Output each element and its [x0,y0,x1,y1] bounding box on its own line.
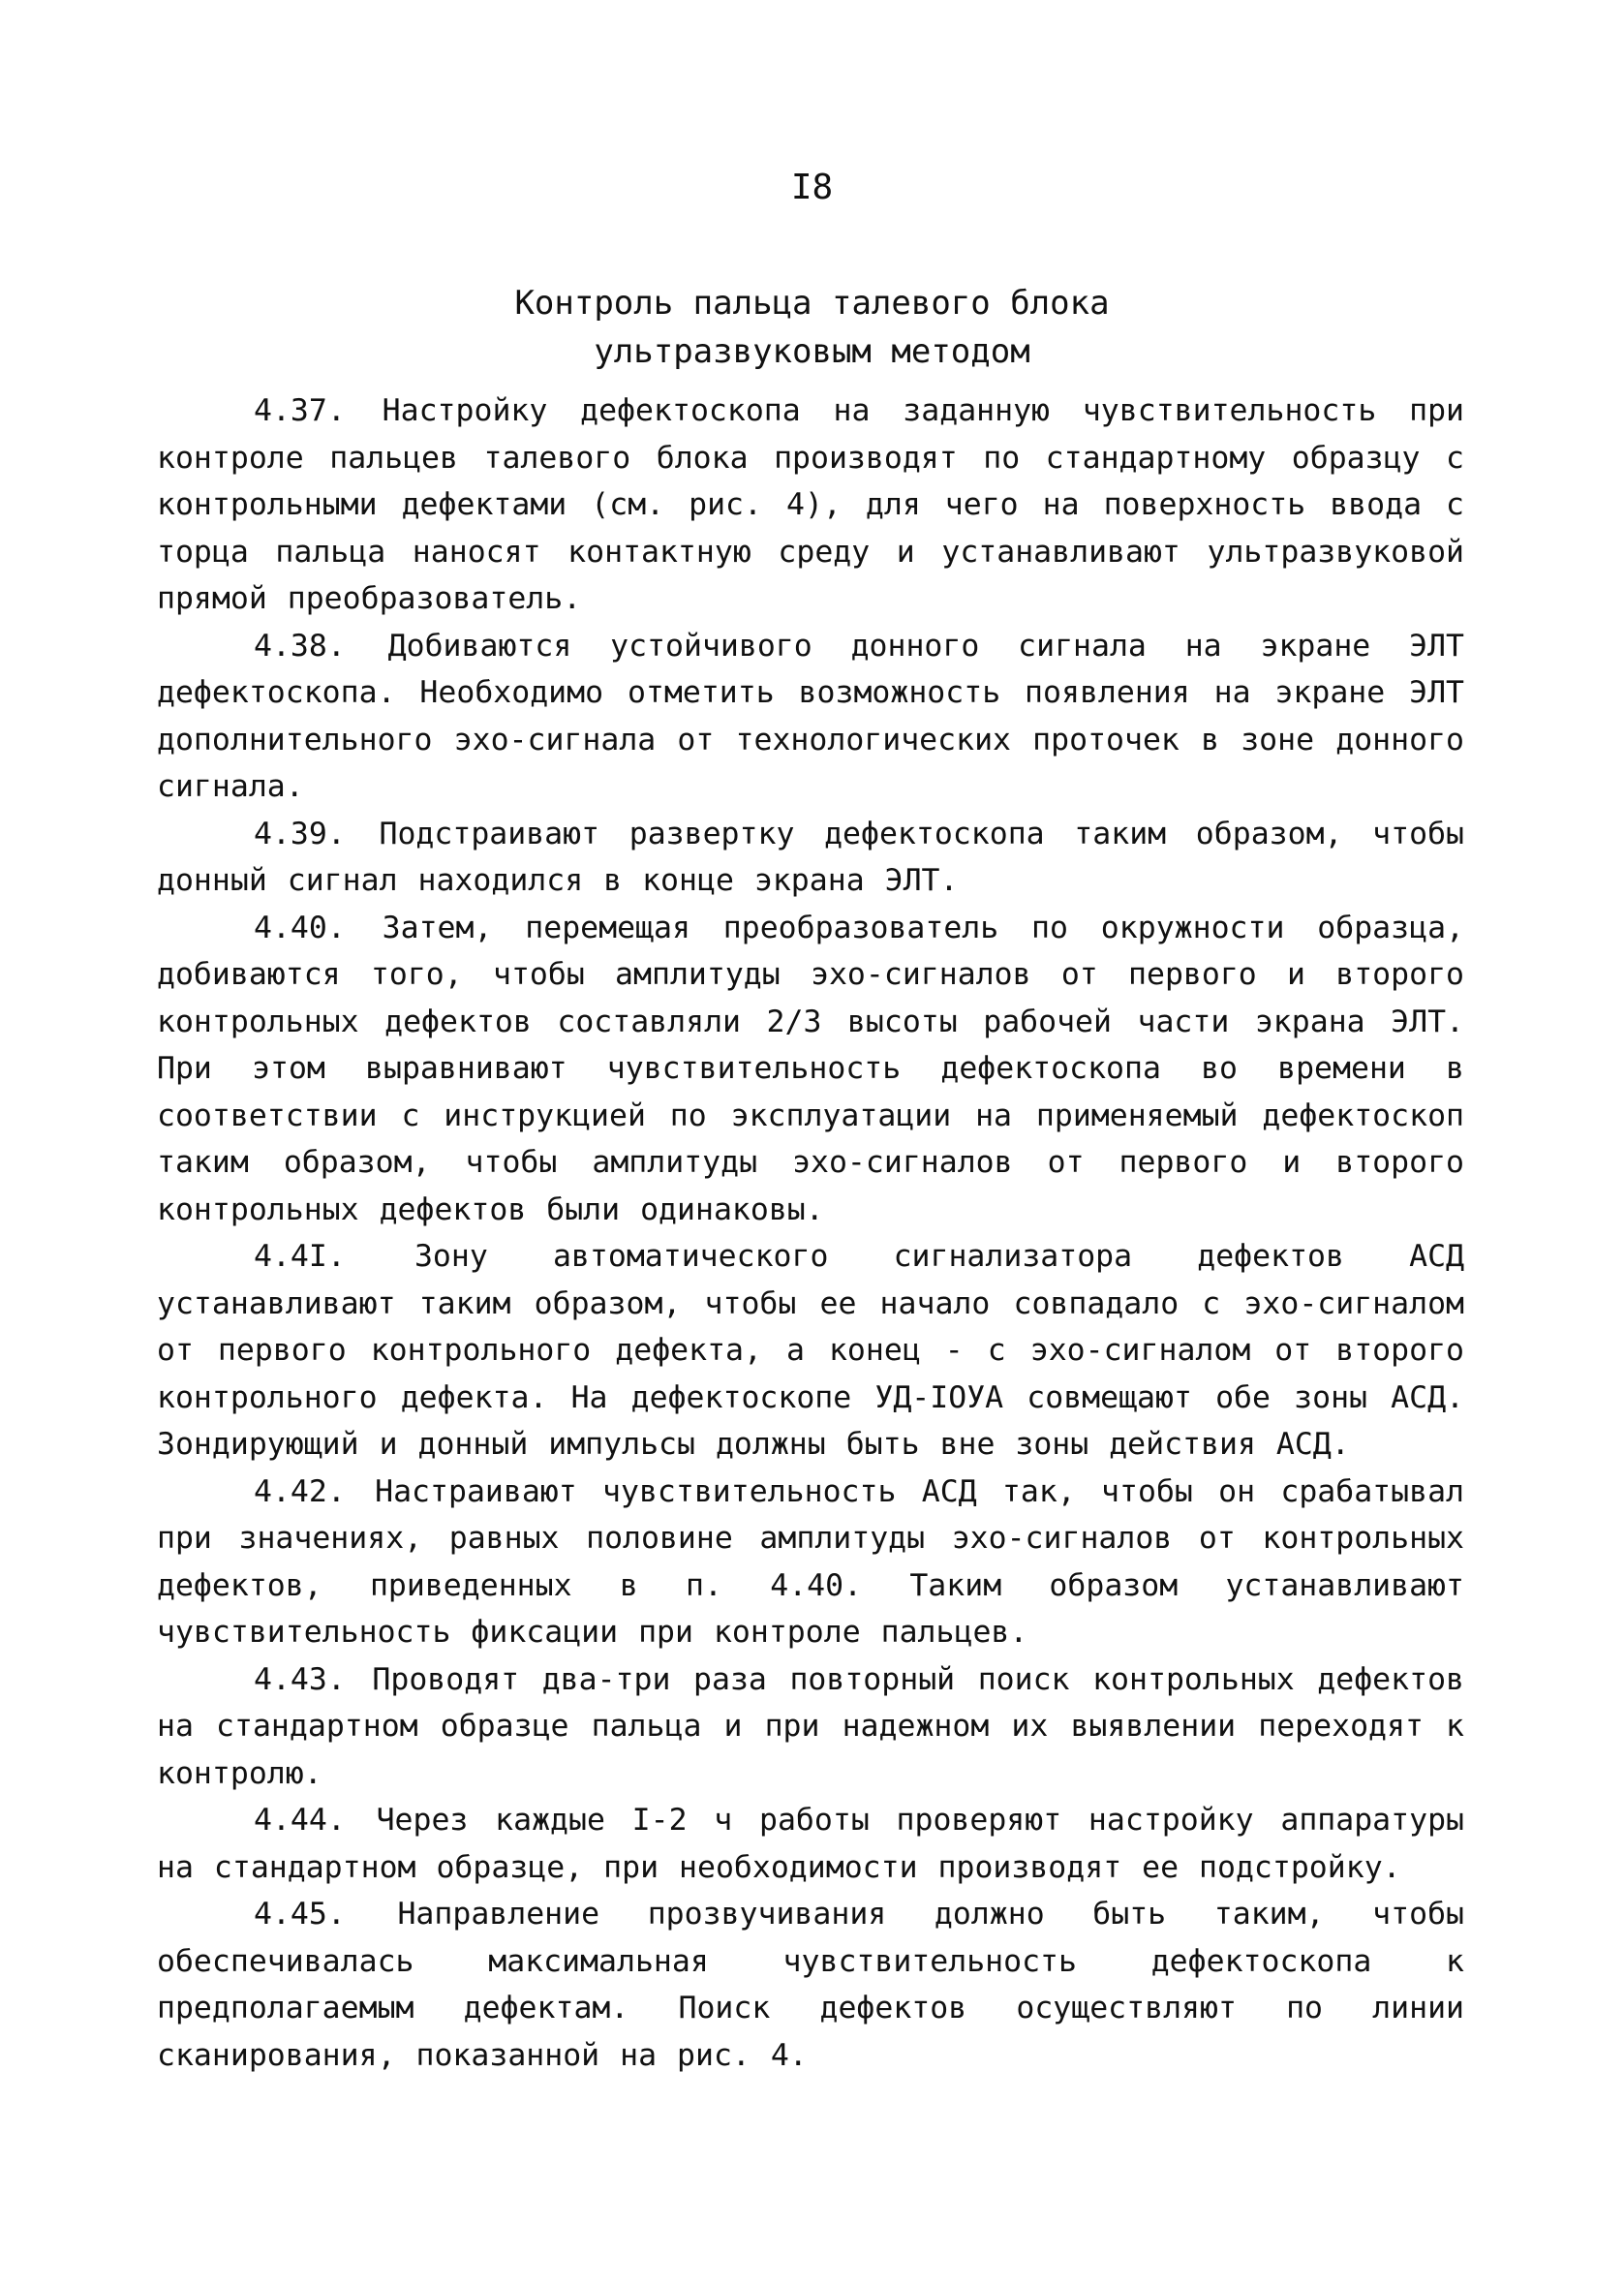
paragraph-4-44 [157,1797,1464,1891]
paragraph-number: 4.45. [254,1897,346,1932]
paragraph-text: Настройку дефектоскопа на заданную чувствительность при контроле пальцев талевого блока производят по стандартному образцу с контрольными дефектами (см. рис. 4), для чего на поверхность ввода с торца пальца наносят контактную среду и устанавливают ультразвуковой прямой преобразователь. [157,393,1464,616]
paragraph-text: Проводят два-три раза повторный поиск контрольных дефектов на стандартном образце пальца и при надежном их выявлении переходят к контролю. [157,1661,1464,1791]
body-text [157,387,1464,2079]
section-title-line-1: Контроль пальца талевого блока [514,284,1110,323]
section-title-line-2: ультразвуковым методом [594,332,1030,371]
paragraph-text: Зону автоматического сигнализатора дефектов АСД устанавливают таким образом, чтобы ее начало совпадало с эхо-сигналом от первого контрольного дефекта, а конец - с эхо-сигналом от второго контрольного дефекта. На дефектоскопе УД-IОУА совмещают обе зоны АСД. Зондирующий и донный импульсы должны быть вне зоны действия АСД. [157,1239,1464,1462]
paragraph-4-39 [157,811,1464,905]
page-number: I8 [790,168,834,207]
paragraph-4-43 [157,1656,1464,1798]
paragraph-number: 4.40. [254,910,346,945]
paragraph-4-37 [157,387,1464,623]
paragraph-text: Затем, перемещая преобразователь по окружности образца, добиваются того, чтобы амплитуды эхо-сигналов от первого и второго контрольных дефектов составляли 2/3 высоты рабочей части экрана ЭЛТ. При этом выравнивают чувствительность дефектоскопа во времени в соответствии с инструкцией по эксплуатации на применяемый дефектоскоп таким образом, чтобы амплитуды эхо-сигналов от первого и второго контрольных дефектов были одинаковы. [157,910,1464,1227]
paragraph-text: Настраивают чувствительность АСД так, чтобы он срабатывал при значениях, равных половине амплитуды эхо-сигналов от контрольных дефектов, приведенных в п. 4.40. Таким образом устанавливают чувствительность фиксации при контроле пальцев. [157,1473,1465,1650]
section-title [0,279,1624,376]
paragraph-number: 4.44. [254,1803,346,1838]
paragraph-4-41 [157,1233,1464,1469]
paragraph-text: Подстраивают развертку дефектоскопа таким образом, чтобы донный сигнал находился в конце экрана ЭЛТ. [157,816,1464,898]
paragraph-number: 4.42. [254,1473,346,1509]
paragraph-number: 4.38. [254,628,346,664]
paragraph-number: 4.43. [254,1661,346,1697]
paragraph-text: Через каждые I-2 ч работы проверяют настройку аппаратуры на стандартном образце, при необходимости производят ее подстройку. [157,1803,1464,1885]
paragraph-text: Добиваются устойчивого донного сигнала на экране ЭЛТ дефектоскопа. Необходимо отметить возможность появления на экране ЭЛТ дополнительного эхо-сигнала от технологических проточек в зоне донного сигнала. [157,628,1464,804]
paragraph-text: Направление прозвучивания должно быть таким, чтобы обеспечивалась максимальная чувствительность дефектоскопа к предполагаемым дефектам. Поиск дефектов осуществляют по линии сканирования, показанной на рис. 4. [157,1897,1465,2073]
paragraph-number: 4.37. [254,393,346,428]
paragraph-4-45 [157,1891,1464,2079]
paragraph-4-40 [157,905,1464,1234]
paragraph-4-38 [157,623,1464,811]
paragraph-number: 4.4I. [254,1239,346,1274]
paragraph-4-42 [157,1469,1464,1656]
paragraph-number: 4.39. [254,816,346,851]
